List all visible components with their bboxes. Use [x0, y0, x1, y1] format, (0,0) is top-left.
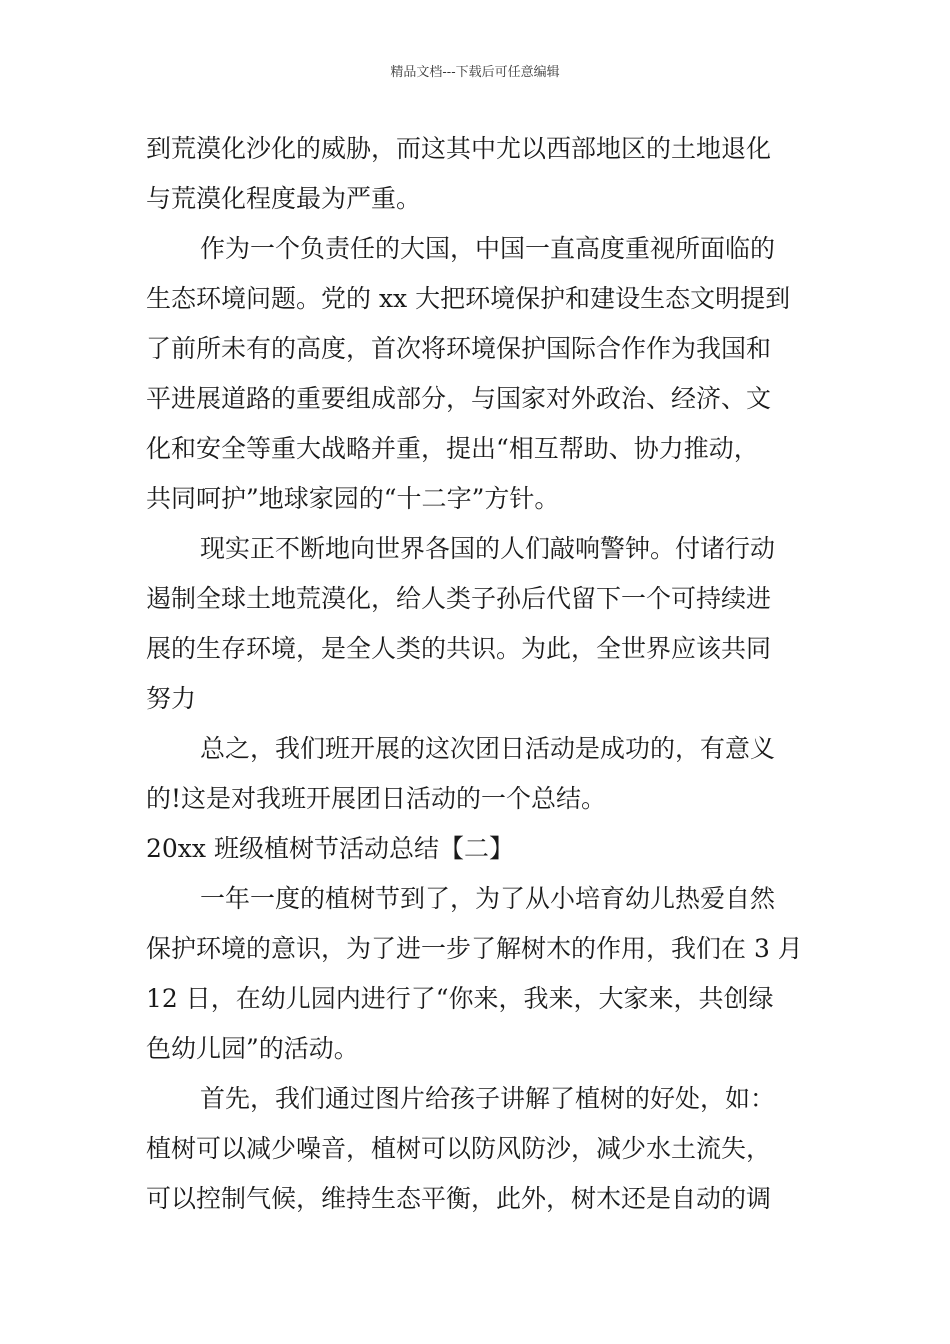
section-heading: 20xx 班级植树节活动总结【二】 — [146, 834, 514, 863]
text-line: 12 日，在幼儿园内进行了“你来，我来，大家来，共创绿 — [146, 984, 774, 1013]
paragraph-start: 作为一个负责任的大国，中国一直高度重视所面临的 — [200, 234, 776, 263]
text-line: 展的生存环境，是全人类的共识。为此，全世界应该共同 — [146, 634, 772, 663]
text-line: 色幼儿园”的活动。 — [146, 1034, 359, 1063]
paragraph-start: 总之，我们班开展的这次团日活动是成功的，有意义 — [200, 734, 776, 763]
page-header: 精品文档---下载后可任意编辑 — [390, 65, 560, 80]
text-line: 生态环境问题。党的 xx 大把环境保护和建设生态文明提到 — [146, 284, 791, 313]
text-line: 平进展道路的重要组成部分，与国家对外政治、经济、文 — [146, 384, 772, 413]
text-line: 化和安全等重大战略并重，提出“相互帮助、协力推动， — [146, 434, 759, 463]
paragraph-start: 首先，我们通过图片给孩子讲解了植树的好处，如： — [200, 1084, 776, 1113]
document-body — [146, 124, 811, 1224]
text-line: 到荒漠化沙化的威胁，而这其中尤以西部地区的土地退化 — [146, 134, 772, 163]
paragraph-start: 现实正不断地向世界各国的人们敲响警钟。付诸行动 — [200, 534, 776, 563]
text-line: 共同呵护”地球家园的“十二字”方针。 — [146, 484, 560, 513]
text-line: 的!这是对我班开展团日活动的一个总结。 — [146, 784, 607, 813]
text-line: 遏制全球土地荒漠化，给人类子孙后代留下一个可持续进 — [146, 584, 772, 613]
paragraph-start: 一年一度的植树节到了，为了从小培育幼儿热爱自然 — [200, 884, 776, 913]
text-line: 了前所未有的高度，首次将环境保护国际合作作为我国和 — [146, 334, 772, 363]
text-line: 与荒漠化程度最为严重。 — [146, 184, 422, 213]
text-line: 可以控制气候，维持生态平衡，此外，树木还是自动的调 — [146, 1184, 772, 1213]
text-line: 保护环境的意识，为了进一步了解树木的作用，我们在 3 月 — [146, 934, 803, 963]
text-line: 植树可以减少噪音，植树可以防风防沙，减少水土流失， — [146, 1134, 772, 1163]
text-line: 努力 — [146, 684, 197, 713]
